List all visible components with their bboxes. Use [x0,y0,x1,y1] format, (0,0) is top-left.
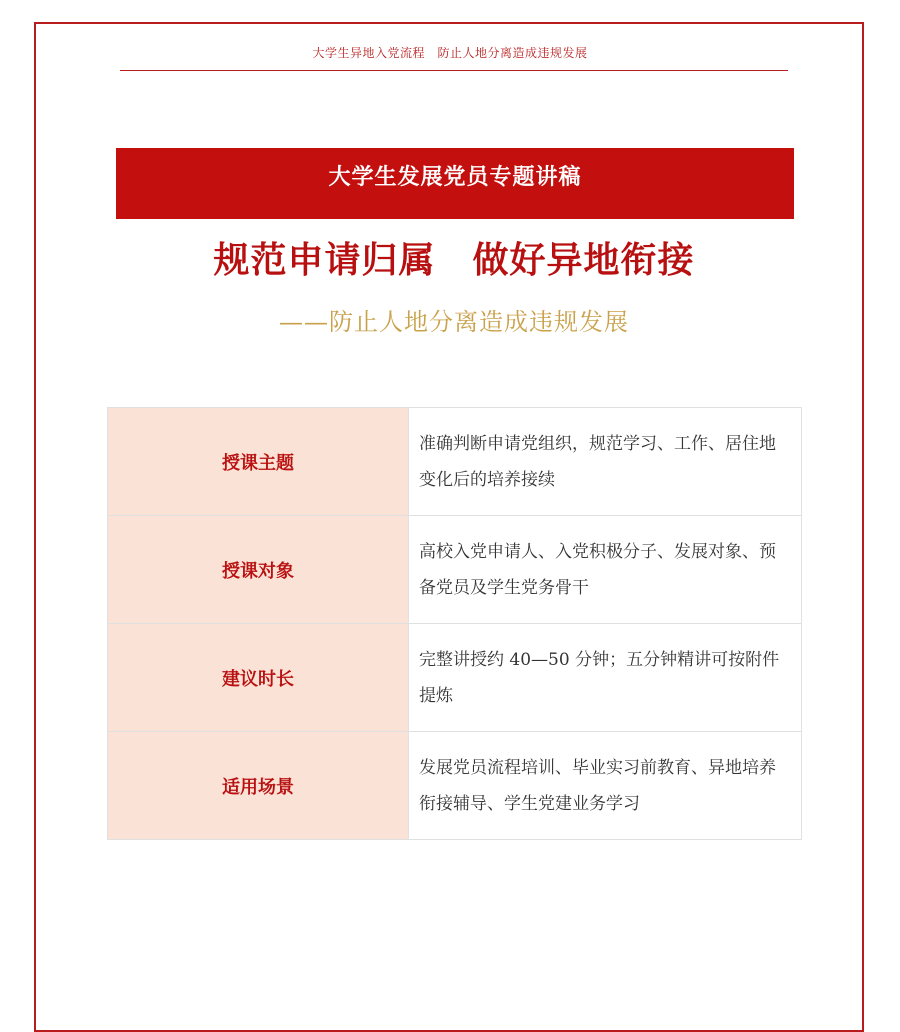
main-title: 规范申请归属 做好异地衔接 [213,240,695,281]
subtitle: ——防止人地分离造成违规发展 [279,308,629,336]
row-value: 完整讲授约 40—50 分钟；五分钟精讲可按附件提炼 [409,624,802,732]
row-label: 授课对象 [108,516,409,624]
info-table [107,407,802,840]
table-row [108,624,802,732]
row-label: 授课主题 [108,408,409,516]
banner-text: 大学生发展党员专题讲稿 [328,165,582,190]
table-row [108,408,802,516]
running-header: 大学生异地入党流程 防止人地分离造成违规发展 [312,46,588,60]
table-row [108,732,802,840]
row-label: 建议时长 [108,624,409,732]
row-label: 适用场景 [108,732,409,840]
row-value: 发展党员流程培训、毕业实习前教育、异地培养衔接辅导、学生党建业务学习 [409,732,802,840]
header-divider [120,70,788,71]
banner [116,148,794,219]
row-value: 高校入党申请人、入党积极分子、发展对象、预备党员及学生党务骨干 [409,516,802,624]
table-row [108,516,802,624]
row-value: 准确判断申请党组织，规范学习、工作、居住地变化后的培养接续 [409,408,802,516]
